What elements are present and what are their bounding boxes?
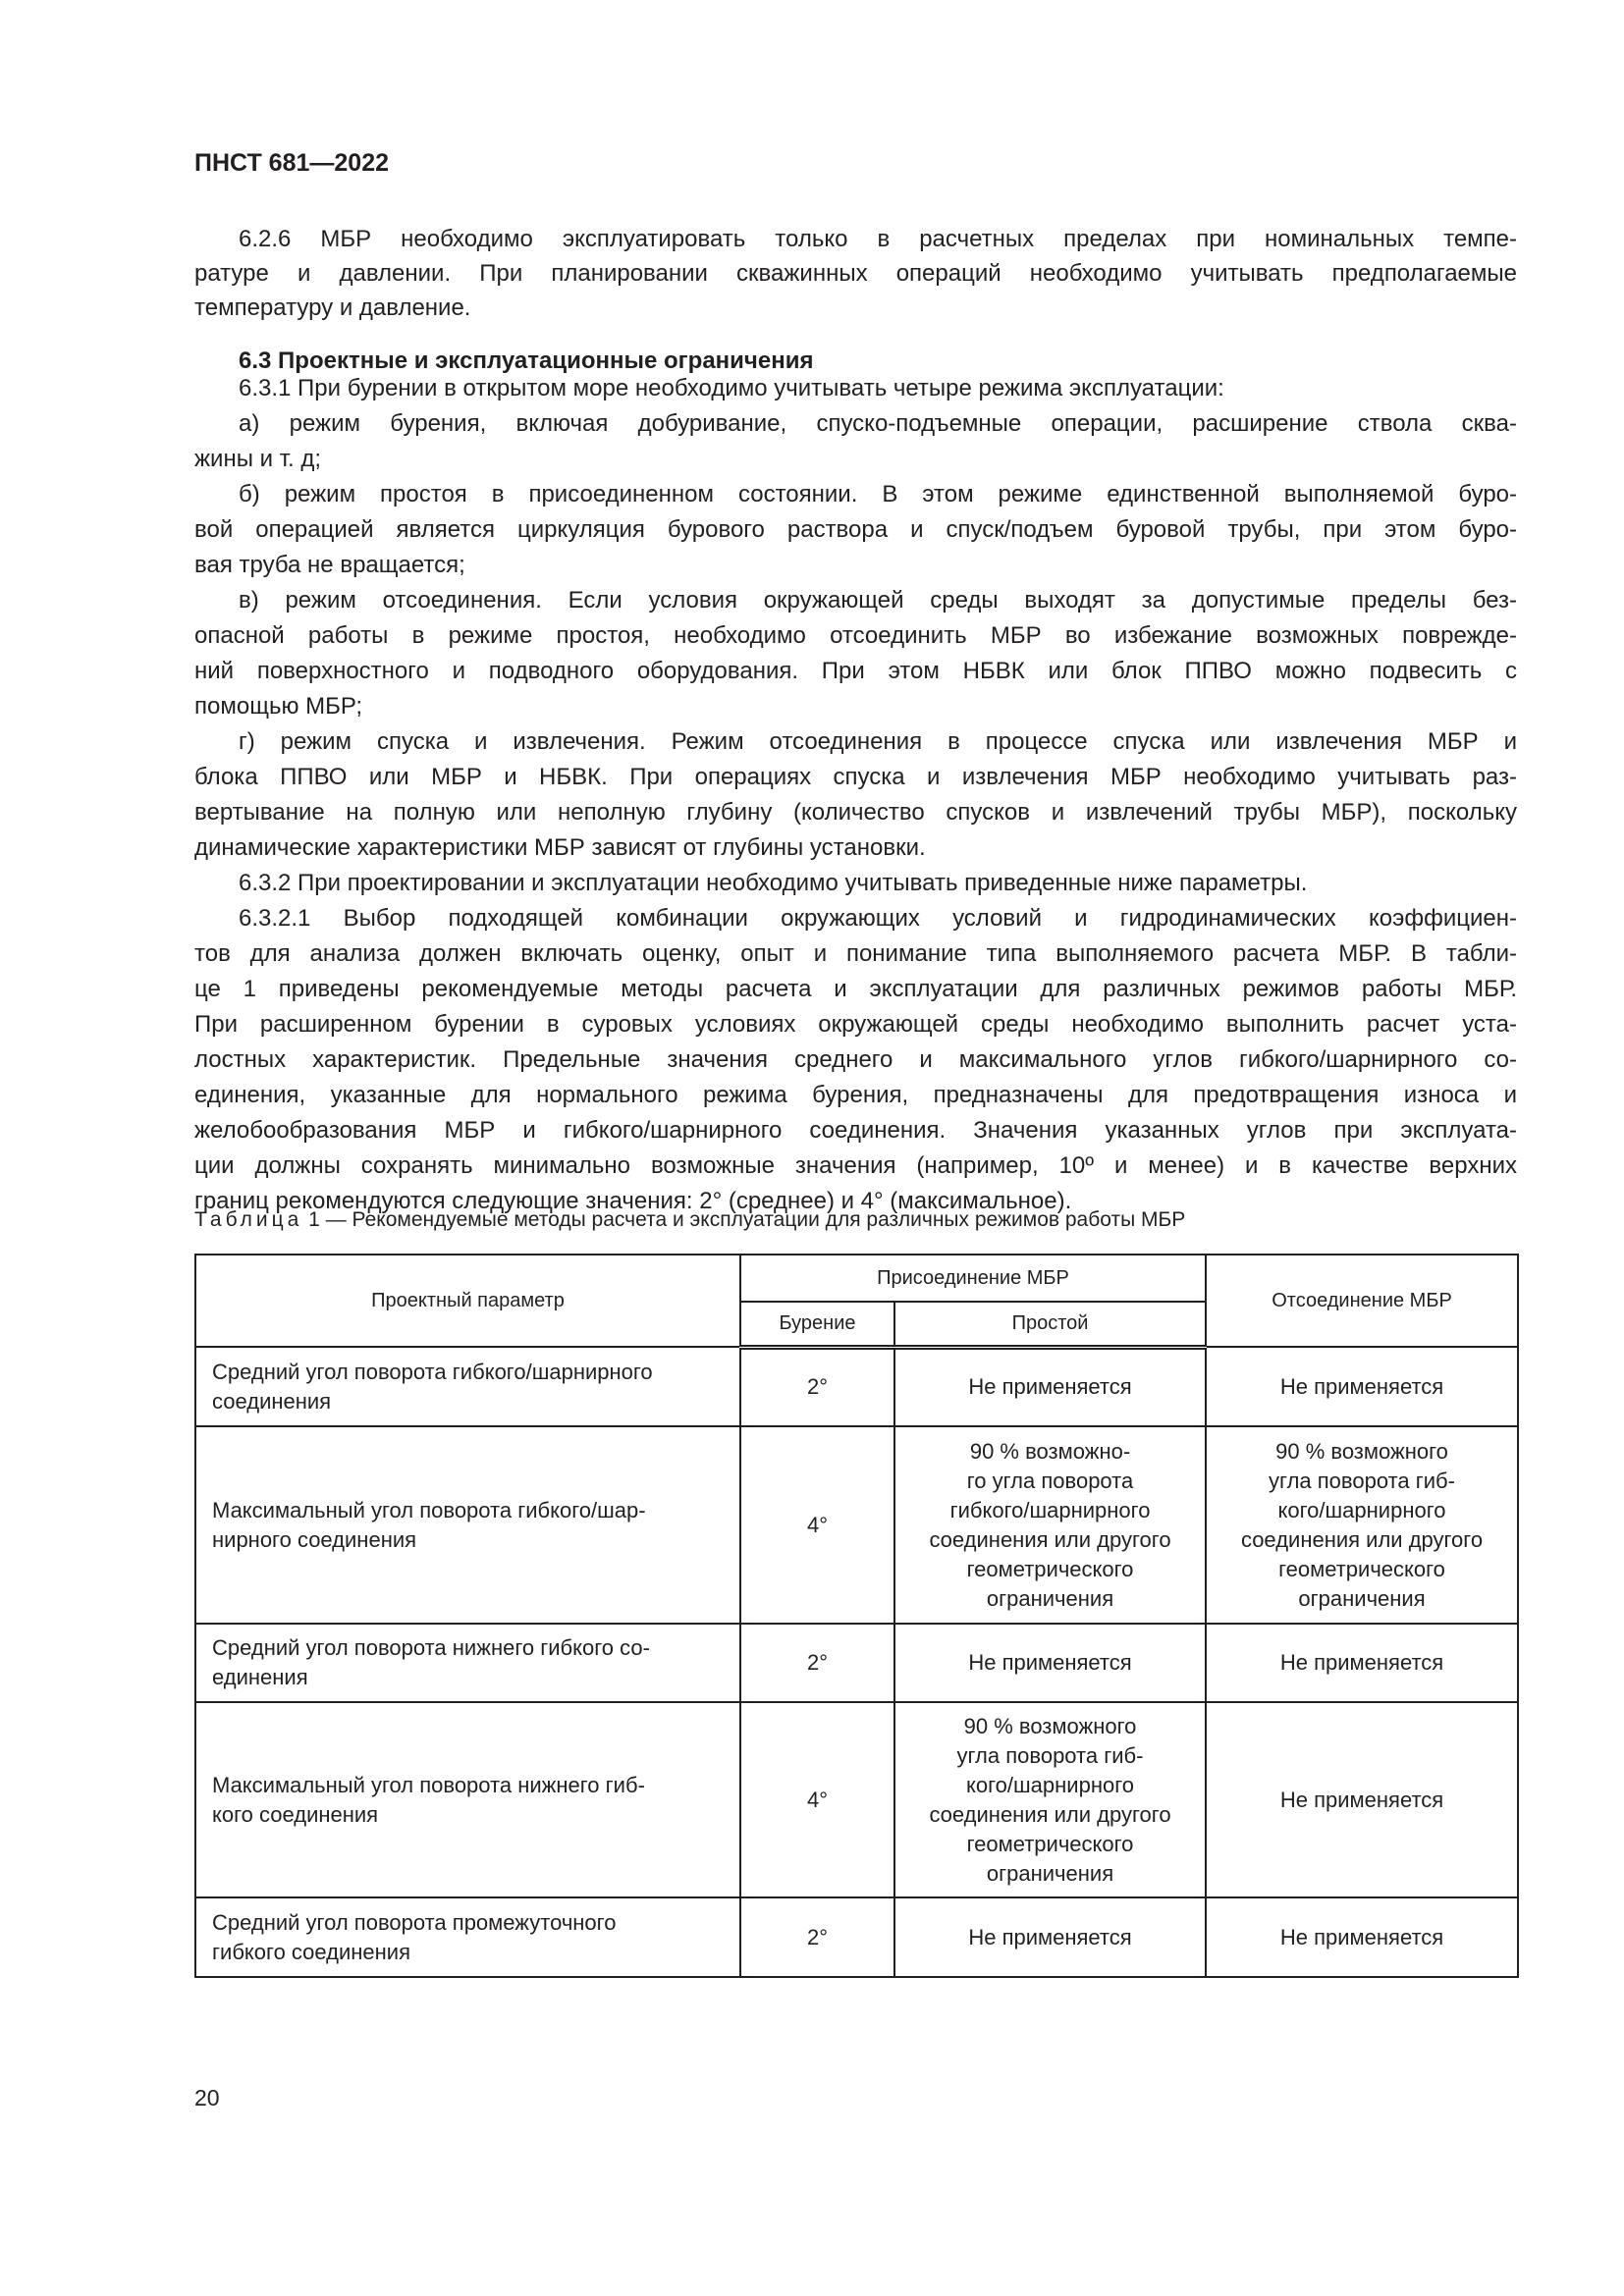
text-line: температуру и давление.	[194, 294, 471, 321]
page-number: 20	[194, 2085, 220, 2110]
cell-idle-value: 90 % возможно- го угла поворота гибкого/шарнирного соединения или другого геометрического ограничения	[894, 1426, 1206, 1624]
header-drilling: Бурение	[740, 1302, 894, 1347]
table-caption-text: 1 — Рекомендуемые методы расчета и эксплуатации для различных режимов работы МБР	[302, 1208, 1186, 1231]
header-design-parameter: Проектный параметр	[195, 1255, 740, 1347]
cell-parameter: Средний угол поворота промежуточного гибкого соединения	[195, 1897, 740, 1977]
table-caption	[194, 1208, 1185, 1232]
cell-drilling-value: 2°	[740, 1347, 894, 1426]
paragraph-6-2-6	[194, 222, 1517, 325]
table-row	[195, 1702, 1518, 1897]
cell-drilling-value: 4°	[740, 1702, 894, 1897]
text-line: вой операцией является циркуляция бурового раствора и спуск/подъем буровой трубы, при этом буро-	[194, 516, 1517, 543]
text-line: 6.3.2.1 Выбор подходящей комбинации окружающих условий и гидродинамических коэффициен-	[239, 905, 1517, 932]
text-line: При расширенном бурении в суровых условиях окружающей среды необходимо выполнить расчет уста-	[194, 1011, 1517, 1038]
text-line: це 1 приведены рекомендуемые методы расчета и эксплуатации для различных режимов работы МБР.	[194, 976, 1517, 1002]
cell-idle-value: Не применяется	[894, 1347, 1206, 1426]
cell-drilling-value: 4°	[740, 1426, 894, 1624]
header-idle: Простой	[894, 1302, 1206, 1347]
text-line: б) режим простоя в присоединенном состоянии. В этом режиме единственной выполняемой буро-	[239, 481, 1517, 507]
table-caption-prefix: Таблица	[194, 1208, 303, 1231]
text-line: вая труба не вращается;	[194, 552, 465, 578]
text-line: опасной работы в режиме простоя, необходимо отсоединить МБР во избежание возможных поврежде-	[194, 622, 1517, 649]
recommended-methods-table	[194, 1254, 1519, 1978]
header-riser-disconnected: Отсоединение МБР	[1206, 1255, 1518, 1347]
section-6-3-body	[194, 371, 1517, 1219]
text-line: вертывание на полную или неполную глубину (количество спусков и извлечений трубы МБР), поскольку	[194, 799, 1517, 826]
cell-idle-value: Не применяется	[894, 1897, 1206, 1977]
text-line: ратуре и давлении. При планировании скважинных операций необходимо учитывать предполагаемые	[194, 260, 1517, 287]
document-header: ПНСТ 681—2022	[194, 149, 389, 177]
text-line: единения, указанные для нормального режима бурения, предназначены для предотвращения износа и	[194, 1082, 1517, 1108]
cell-disconnected-value: Не применяется	[1206, 1897, 1518, 1977]
text-line: а) режим бурения, включая добуривание, спуско-подъемные операции, расширение ствола сква-	[239, 410, 1517, 437]
table-row	[195, 1347, 1518, 1426]
cell-idle-value: 90 % возможного угла поворота гиб- кого/шарнирного соединения или другого геометрического ограничения	[894, 1702, 1206, 1897]
text-line: желобообразования МБР и гибкого/шарнирного соединения. Значения указанных углов при эксплуата-	[194, 1117, 1517, 1144]
text-line: тов для анализа должен включать оценку, опыт и понимание типа выполняемого расчета МБР. В табли-	[194, 940, 1517, 967]
cell-parameter: Средний угол поворота нижнего гибкого со- единения	[195, 1624, 740, 1702]
text-line: лостных характеристик. Предельные значения среднего и максимального углов гибкого/шарнирного со-	[194, 1046, 1517, 1073]
cell-disconnected-value: Не применяется	[1206, 1702, 1518, 1897]
cell-disconnected-value: Не применяется	[1206, 1624, 1518, 1702]
cell-disconnected-value: 90 % возможного угла поворота гиб- кого/шарнирного соединения или другого геометрического ограничения	[1206, 1426, 1518, 1624]
cell-parameter: Средний угол поворота гибкого/шарнирного соединения	[195, 1347, 740, 1426]
cell-drilling-value: 2°	[740, 1624, 894, 1702]
cell-idle-value: Не применяется	[894, 1624, 1206, 1702]
cell-drilling-value: 2°	[740, 1897, 894, 1977]
text-line: 6.3.2 При проектировании и эксплуатации необходимо учитывать приведенные ниже параметры.	[239, 870, 1308, 896]
text-line: жины и т. д;	[194, 446, 322, 472]
cell-parameter: Максимальный угол поворота гибкого/шар- нирного соединения	[195, 1426, 740, 1624]
text-line: границ рекомендуются следующие значения: 2° (среднее) и 4° (максимальное).	[194, 1188, 1072, 1214]
table-row	[195, 1624, 1518, 1702]
text-line: 6.2.6 МБР необходимо эксплуатировать только в расчетных пределах при номинальных темпе-	[239, 226, 1517, 252]
text-line: блока ППВО или МБР и НБВК. При операциях спуска и извлечения МБР необходимо учитывать раз-	[194, 764, 1517, 790]
text-line: динамические характеристики МБР зависят от глубины установки.	[194, 834, 926, 861]
header-riser-connected: Присоединение МБР	[740, 1255, 1206, 1302]
cell-parameter: Максимальный угол поворота нижнего гиб- кого соединения	[195, 1702, 740, 1897]
table-row	[195, 1897, 1518, 1977]
cell-disconnected-value: Не применяется	[1206, 1347, 1518, 1426]
table-row	[195, 1426, 1518, 1624]
text-line: помощью МБР;	[194, 693, 362, 720]
text-line: 6.3.1 При бурении в открытом море необходимо учитывать четыре режима эксплуатации:	[239, 375, 1224, 401]
text-line: ний поверхностного и подводного оборудования. При этом НБВК или блок ППВО можно подвесить с	[194, 658, 1517, 684]
section-heading-6-3: 6.3 Проектные и эксплуатационные ограничения	[239, 347, 814, 374]
text-line: в) режим отсоединения. Если условия окружающей среды выходят за допустимые пределы без-	[239, 587, 1517, 614]
text-line: ции должны сохранять минимально возможные значения (например, 10º и менее) и в качестве верхних	[194, 1152, 1517, 1179]
text-line: г) режим спуска и извлечения. Режим отсоединения в процессе спуска или извлечения МБР и	[239, 728, 1517, 755]
